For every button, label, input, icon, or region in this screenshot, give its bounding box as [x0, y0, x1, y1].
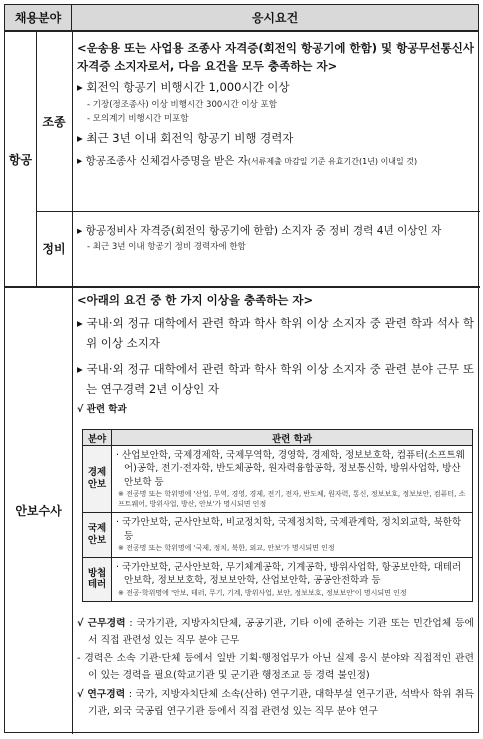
research-experience-text: : 국가, 지방자치단체 소속(산하) 연구기관, 대학부설 연구기관, 석박사 학위 취득기관, 외국 국공립 연구기관 등에서 직접 관련성 있는 직무 분야 연구 — [88, 688, 474, 717]
departments-note: ※ 전공명 또는 학위명에 '산업, 무역, 경영, 경제, 전기, 전자, 반도체, 원자력, 통신, 정보보호, 정보보안, 컴퓨터, 소프트웨어, 방위사업, 방산, 안보'가 명시되면 인정 — [118, 490, 466, 508]
row-field-international-security: 국제 안보 — [83, 513, 112, 557]
table-row — [83, 513, 473, 557]
security-item-masters: ▸ 국내·외 정규 대학에서 관련 학과 학사 학위 이상 소지자 중 관련 학과 석사 학위 이상 소지자 — [77, 315, 474, 350]
security-item-experience: ▸ 국내·외 정규 대학에서 관련 학과 학사 학위 이상 소지자 중 관련 분야 근무 또는 연구경력 2년 이상인 자 — [77, 361, 474, 396]
field-security-investigation: 안보수사 — [15, 504, 62, 518]
work-experience-text: : 국가기관, 지방자치단체, 공공기관, 기타 이에 준하는 기관 또는 민간업체 등에서 직접 관련성 있는 직무 분야 근무 — [88, 618, 474, 647]
departments-note: ※ 전공·학위명에 '안보, 테러, 무기, 기계, 방위사업, 보안, 정보보호, 정보보안'이 명시되면 인정 — [118, 588, 407, 597]
field-aviation: 항공 — [8, 152, 33, 167]
requirements-table — [4, 4, 479, 733]
departments-list: · 산업보안학, 국제경제학, 국제무역학, 경영학, 경제학, 정보보호학, 컴퓨터(소프트웨어)공학, 전기·전자학, 반도체공학, 원자력융합공학, 정보통신학, 방위사업학, 방산안보학 등 — [116, 450, 465, 488]
subfield-maintenance: 정비 — [42, 242, 66, 256]
departments-list: · 국가안보학, 군사안보학, 무기체계공학, 기계공학, 방위사업학, 항공보안학, 대테러안보학, 정보보호학, 정보보안학, 산업보안학, 공공안전학과 등 — [116, 561, 462, 587]
research-experience-label: √ 연구경력 — [77, 688, 126, 700]
table-row — [83, 557, 473, 601]
pilot-medical-note: (서류제출 마감일 기준 유효기간(1년) 이내일 것) — [247, 156, 418, 166]
maintenance-item-recent: - 최근 3년 이내 항공기 정비 경력자에 한함 — [87, 242, 246, 253]
departments-note: ※ 전공명 또는 학위명에 '국제, 정치, 북한, 외교, 안보'가 명시되면 인정 — [118, 544, 335, 553]
row-departments — [112, 513, 473, 557]
work-experience-label: √ 근무경력 — [77, 618, 126, 629]
divider — [36, 211, 480, 212]
departments-list: · 국가안보학, 군사안보학, 비교정치학, 국제정치학, 국제관계학, 정치외교학, 북한학 등 — [116, 517, 462, 542]
row-departments — [112, 446, 473, 513]
related-departments-heading: √ 관련 학과 — [77, 404, 127, 416]
experience-definitions — [77, 615, 474, 720]
subfield-pilot: 조종 — [42, 115, 66, 129]
maintenance-requirements — [77, 224, 474, 254]
work-experience-note: - 경력은 소속 기관·단체 등에서 일반 기획·행정업무가 아닌 실제 응시 분야와 직접적인 관련이 있는 경력을 필요(학교기관 및 군기관 행정조교 등 경력 불인정) — [77, 653, 474, 682]
table-row — [83, 446, 473, 513]
row-departments — [112, 557, 473, 601]
table-header-departments: 관련 학과 — [112, 430, 473, 446]
pilot-item-recent-experience: ▸ 최근 3년 이내 회전익 항공기 비행 경력자 — [77, 131, 294, 146]
pilot-title: <운송용 또는 사업용 조종사 자격증(회전익 항공기에 한함) 및 항공무선통신사 자격증 소지자로서, 다음 요건을 모두 충족하는 자> — [77, 41, 474, 74]
row-field-economic-security: 경제 안보 — [83, 446, 112, 513]
related-departments-table — [82, 429, 473, 602]
pilot-item-simulator: - 모의계기 비행시간 미포함 — [87, 114, 189, 125]
research-experience-definition — [77, 686, 474, 720]
divider — [72, 32, 73, 734]
pilot-item-flight-hours: ▸ 회전익 항공기 비행시간 1,000시간 이상 — [77, 79, 290, 94]
row-field-counterintelligence: 방첩 테러 — [83, 557, 112, 601]
table-header-field: 분야 — [83, 430, 112, 446]
security-requirements — [77, 293, 474, 417]
pilot-requirements — [77, 39, 474, 168]
work-experience-definition — [77, 615, 474, 649]
security-title: <아래의 요건 중 한 가지 이상을 충족하는 자> — [77, 293, 314, 307]
pilot-item-captain-hours: - 기장(정조종사) 이상 비행시간 300시간 이상 포함 — [87, 99, 277, 110]
header-field: 채용분야 — [5, 5, 72, 32]
divider — [5, 286, 480, 288]
pilot-item-medical — [77, 154, 474, 168]
pilot-medical-main: ▸ 항공조종사 신체검사증명을 받은 자 — [77, 154, 248, 167]
maintenance-item-license: ▸ 항공정비사 자격증(회전익 항공기에 한함) 소지자 중 정비 경력 4년 이상인 자 — [77, 225, 442, 237]
header-requirements: 응시요건 — [72, 5, 478, 32]
